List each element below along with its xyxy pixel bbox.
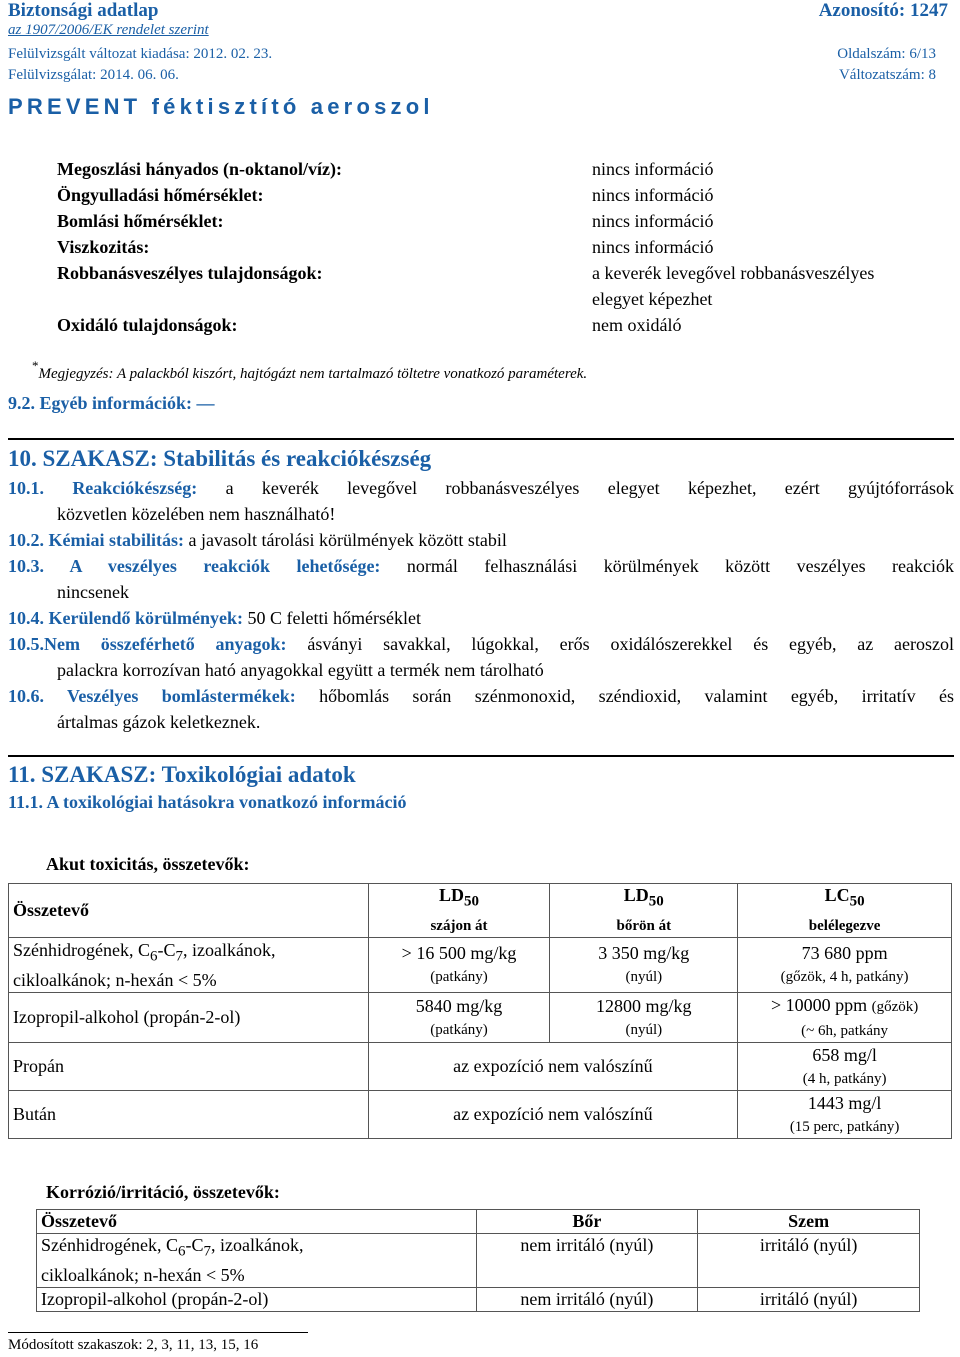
value: 12800 mg/kg: [596, 995, 692, 1016]
name-line2: cikloalkánok; n-hexán < 5%: [41, 1264, 245, 1285]
column-header-component: Összetevő: [37, 1210, 477, 1234]
document-title: Biztonsági adatlap: [8, 0, 159, 21]
item-number: 10.2.: [8, 530, 44, 550]
name-subscript: 7: [175, 948, 183, 965]
oral-value: [368, 937, 550, 993]
item-text: normál felhasználási körülmények között veszélyes reakciók: [406, 556, 954, 576]
header-subscript: 50: [464, 893, 480, 910]
page-number: Oldalszám: 6/13: [837, 46, 936, 62]
item-text: hőbomlás során szénmonoxid, széndioxid, valamint egyéb, irritatív és: [319, 686, 954, 706]
other-info-heading: [8, 393, 215, 414]
section-item-10-3: [8, 556, 954, 577]
value-note: (~ 6h, patkány: [801, 1022, 889, 1039]
table-row: [9, 1091, 952, 1139]
section-item-10-2: [8, 530, 507, 551]
item-label: Kémiai stabilitás:: [48, 530, 184, 550]
other-info-number: 9.2.: [8, 393, 35, 413]
property-label: Robbanásveszélyes tulajdonságok:: [57, 263, 323, 283]
section-item-10-5: [8, 634, 954, 655]
dermal-value: [550, 993, 738, 1043]
eye-value: irritáló (nyúl): [698, 1287, 920, 1311]
column-header-component: Összetevő: [9, 884, 369, 938]
eye-value: irritáló (nyúl): [698, 1234, 920, 1288]
item-number: 10.1.: [8, 478, 44, 498]
section-10-title: 10. SZAKASZ: Stabilitás és reakciókészség: [8, 446, 432, 471]
property-value: nem oxidáló: [592, 315, 682, 335]
section-item-10-4: [8, 608, 421, 629]
property-label: Megoszlási hányados (n-oktanol/víz):: [57, 159, 343, 179]
product-name: PREVENT féktisztító aeroszol: [8, 94, 434, 119]
column-header-inhalation: [738, 884, 952, 938]
item-number: 10.4.: [8, 608, 44, 628]
document-id: Azonosító: 1247: [818, 0, 948, 21]
item-label: Veszélyes bomlástermékek:: [67, 686, 296, 706]
exposure-note: az expozíció nem valószínű: [368, 1091, 738, 1139]
property-label: Oxidáló tulajdonságok:: [57, 315, 238, 335]
value: > 16 500 mg/kg: [401, 942, 517, 963]
column-header-oral: [368, 884, 550, 938]
property-label: Viszkozitás:: [57, 237, 150, 257]
column-header-eye: Szem: [698, 1210, 920, 1234]
table-row: [9, 937, 952, 993]
footnote-marker: *: [32, 358, 39, 373]
section-11-title: 11. SZAKASZ: Toxikológiai adatok: [8, 762, 356, 787]
item-text: a javasolt tárolási körülmények között stabil: [188, 530, 507, 550]
component-name: Izopropil-alkohol (propán-2-ol): [9, 993, 369, 1043]
regulation-reference: az 1907/2006/EK rendelet szerint: [8, 22, 209, 38]
header-note: szájon át: [430, 917, 488, 934]
component-name: Propán: [9, 1043, 369, 1091]
property-value: nincs információ: [592, 237, 714, 257]
column-header-dermal: [550, 884, 738, 938]
skin-value: nem irritáló (nyúl): [476, 1234, 698, 1288]
inhalation-value: [738, 993, 952, 1043]
value-note: (patkány): [430, 1021, 488, 1038]
property-value: nincs információ: [592, 211, 714, 231]
name-subscript: 7: [203, 1243, 211, 1260]
revision-date: Felülvizsgálat: 2014. 06. 06.: [8, 67, 179, 83]
name-part: Szénhidrogének, C: [13, 939, 150, 960]
name-part: -C: [157, 939, 176, 960]
header-note: bőrön át: [616, 917, 672, 934]
value-note: (patkány): [430, 968, 488, 985]
header-main: LC: [824, 885, 850, 905]
property-value-continued: elegyet képezhet: [592, 289, 713, 309]
component-name: [37, 1234, 477, 1288]
item-text: a keverék levegővel robbanásveszélyes elegyet képezhet, ezért gyújtóforrások: [225, 478, 954, 498]
dermal-value: [550, 937, 738, 993]
header-subscript: 50: [648, 893, 664, 910]
exposure-note: az expozíció nem valószínű: [368, 1043, 738, 1091]
name-subscript: 6: [149, 948, 158, 965]
section-divider: [8, 438, 954, 440]
section-11-subtitle: 11.1. A toxikológiai hatásokra vonatkozó információ: [8, 792, 407, 812]
component-name: Izopropil-alkohol (propán-2-ol): [37, 1287, 477, 1311]
component-name: Bután: [9, 1091, 369, 1139]
table-header-row: [37, 1210, 920, 1234]
section-divider: [8, 755, 954, 757]
section-item-10-6: [8, 686, 954, 707]
section-item-10-1: [8, 478, 954, 499]
item-label: Nem összeférhető anyagok:: [44, 634, 287, 654]
inhalation-value: [738, 1043, 952, 1091]
other-info-label: Egyéb információk:: [39, 393, 192, 413]
value-note: (nyúl): [625, 968, 663, 985]
name-part: Szénhidrogének, C: [41, 1235, 178, 1255]
item-text: 50 C feletti hőmérséklet: [247, 608, 421, 628]
footer-divider: [8, 1332, 308, 1333]
table-row: [9, 993, 952, 1043]
table-row: [37, 1287, 920, 1311]
acute-toxicity-heading: Akut toxicitás, összetevők:: [46, 854, 250, 874]
modified-sections: Módosított szakaszok: 2, 3, 11, 13, 15, 16: [8, 1337, 259, 1353]
table-header-row: [9, 884, 952, 938]
property-value: a keverék levegővel robbanásveszélyes: [592, 263, 875, 283]
name-subscript: 6: [177, 1243, 186, 1260]
value: 73 680 ppm: [801, 942, 888, 963]
value-note: (gőzök, 4 h, patkány): [780, 968, 909, 985]
name-part: , izoalkánok,: [210, 1235, 304, 1255]
header-main: LD: [623, 885, 649, 905]
inhalation-value: [738, 1091, 952, 1139]
value-note: (15 perc, patkány): [789, 1118, 900, 1135]
corrosion-table: [36, 1209, 920, 1312]
item-text-continued: közvetlen közelében nem használható!: [57, 504, 336, 524]
acute-toxicity-table: [8, 883, 952, 1139]
value-note: (4 h, patkány): [802, 1070, 887, 1087]
property-value: nincs információ: [592, 185, 714, 205]
header-note: belélegezve: [808, 917, 881, 934]
inhalation-value: [738, 937, 952, 993]
property-value: nincs információ: [592, 159, 714, 179]
item-number: 10.3.: [8, 556, 44, 576]
oral-value: [368, 993, 550, 1043]
name-part: , izoalkánok,: [182, 939, 276, 960]
property-label: Bomlási hőmérséklet:: [57, 211, 224, 231]
value: 3 350 mg/kg: [598, 942, 690, 963]
header-subscript: 50: [849, 893, 865, 910]
item-text-continued: nincsenek: [57, 582, 129, 602]
item-label: Reakciókészség:: [72, 478, 198, 498]
version-number: Változatszám: 8: [838, 67, 936, 83]
name-line2: cikloalkánok; n-hexán < 5%: [13, 970, 217, 991]
table-row: [9, 1043, 952, 1091]
name-part: -C: [185, 1235, 204, 1255]
table-row: [37, 1234, 920, 1288]
footnote: [32, 360, 587, 383]
item-number: 10.6.: [8, 686, 44, 706]
other-info-dash: —: [196, 393, 215, 413]
item-label: A veszélyes reakciók lehetősége:: [69, 556, 381, 576]
item-text-continued: ártalmas gázok keletkeznek.: [57, 712, 261, 732]
value-note: (nyúl): [625, 1021, 663, 1038]
value: 658 mg/l: [812, 1044, 877, 1065]
property-label: Öngyulladási hőmérséklet:: [57, 185, 264, 205]
value: 1443 mg/l: [807, 1092, 882, 1113]
value-extra: (gőzök): [871, 998, 919, 1015]
item-text-continued: palackra korrozívan ható anyagokkal együtt a termék nem tárolható: [57, 660, 544, 680]
value: 5840 mg/kg: [415, 995, 503, 1016]
header-main: LD: [439, 885, 465, 905]
value: > 10000 ppm: [770, 994, 868, 1015]
footnote-text: Megjegyzés: A palackból kiszórt, hajtógázt nem tartalmazó töltetre vonatkozó paraméterek.: [38, 366, 588, 382]
component-name: [9, 937, 369, 993]
item-number: 10.5.: [8, 634, 44, 654]
revision-issue: Felülvizsgált változat kiadása: 2012. 02. 23.: [8, 46, 273, 62]
item-text: ásványi savakkal, lúgokkal, erős oxidálószerekkel és egyéb, az aeroszol: [307, 634, 955, 654]
corrosion-heading: Korrózió/irritáció, összetevők:: [46, 1182, 280, 1202]
column-header-skin: Bőr: [476, 1210, 698, 1234]
item-label: Kerülendő körülmények:: [48, 608, 244, 628]
skin-value: nem irritáló (nyúl): [476, 1287, 698, 1311]
